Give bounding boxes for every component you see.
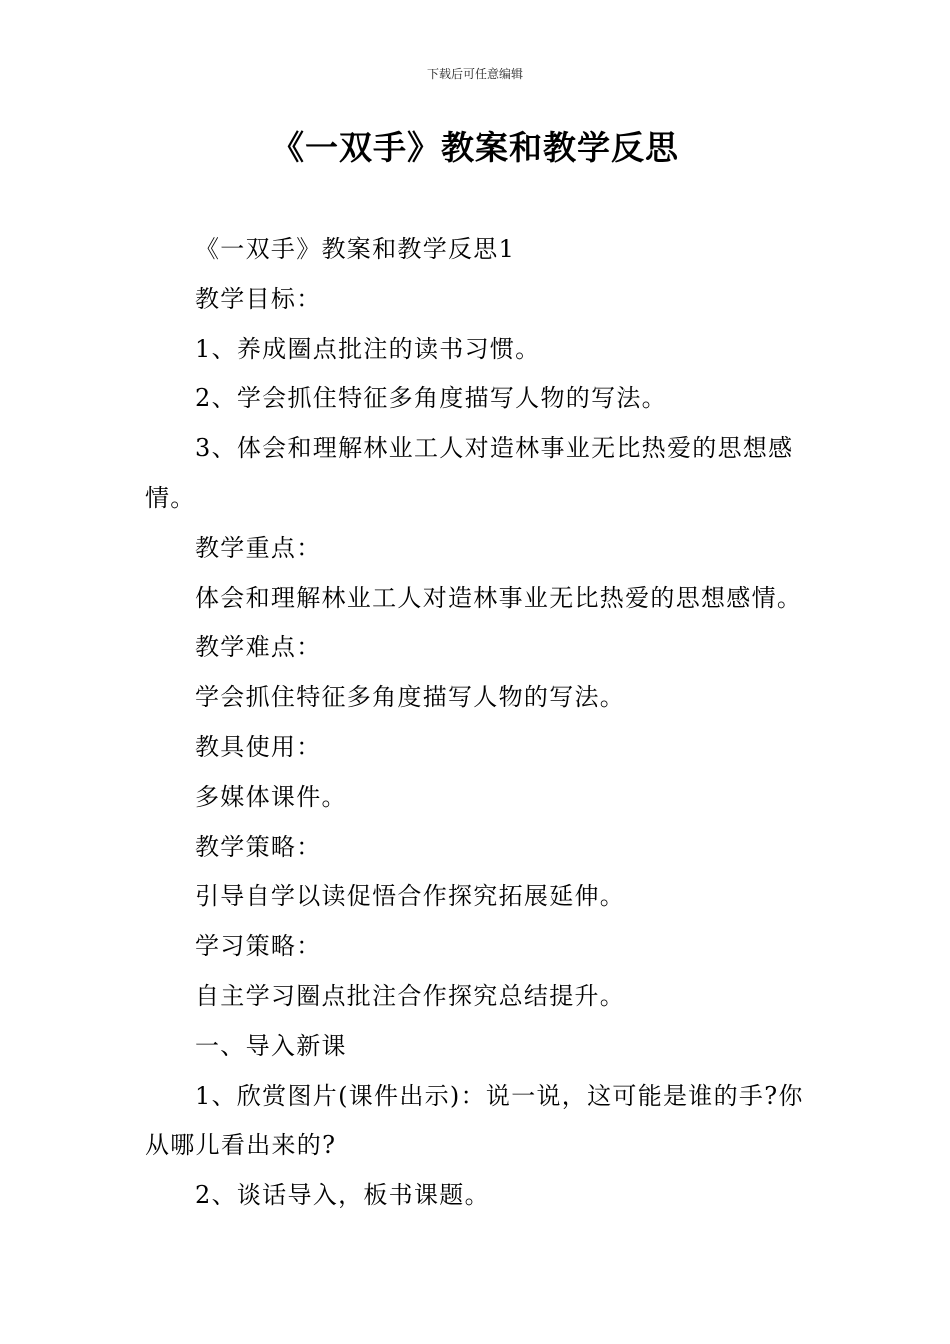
section-heading-key-points: 教学重点： <box>195 533 322 562</box>
introduction-item-2: 2、谈话导入，板书课题。 <box>195 1181 490 1210</box>
section-heading-teaching-aids: 教具使用： <box>195 732 322 761</box>
section-heading-introduction: 一、导入新课 <box>195 1031 347 1060</box>
teaching-strategy-text: 引导自学以读促悟合作探究拓展延伸。 <box>195 882 626 911</box>
section-heading-objectives: 教学目标： <box>195 284 322 313</box>
introduction-item-1: 1、欣赏图片(课件出示)：说一说，这可能是谁的手?你从哪儿看出来的? <box>145 1081 804 1160</box>
objective-item-2: 2、学会抓住特征多角度描写人物的写法。 <box>195 384 667 413</box>
section-heading-learning-strategy: 学习策略： <box>195 932 322 961</box>
subtitle-paragraph: 《一双手》教案和教学反思1 <box>195 235 516 263</box>
objective-item-3: 3、体会和理解林业工人对造林事业无比热爱的思想感情。 <box>145 434 794 512</box>
section-heading-teaching-strategy: 教学策略： <box>195 832 322 861</box>
teaching-aids-text: 多媒体课件。 <box>195 782 347 811</box>
document-title: 《一双手》教案和教学反思 <box>271 128 679 167</box>
section-heading-difficulties: 教学难点： <box>195 633 322 662</box>
difficulties-text: 学会抓住特征多角度描写人物的写法。 <box>195 683 626 712</box>
objective-item-1: 1、养成圈点批注的读书习惯。 <box>195 334 541 363</box>
header-note: 下载后可任意编辑 <box>426 67 523 81</box>
document-body <box>145 225 810 1221</box>
learning-strategy-text: 自主学习圈点批注合作探究总结提升。 <box>195 981 626 1010</box>
key-points-text: 体会和理解林业工人对造林事业无比热爱的思想感情。 <box>195 583 803 612</box>
